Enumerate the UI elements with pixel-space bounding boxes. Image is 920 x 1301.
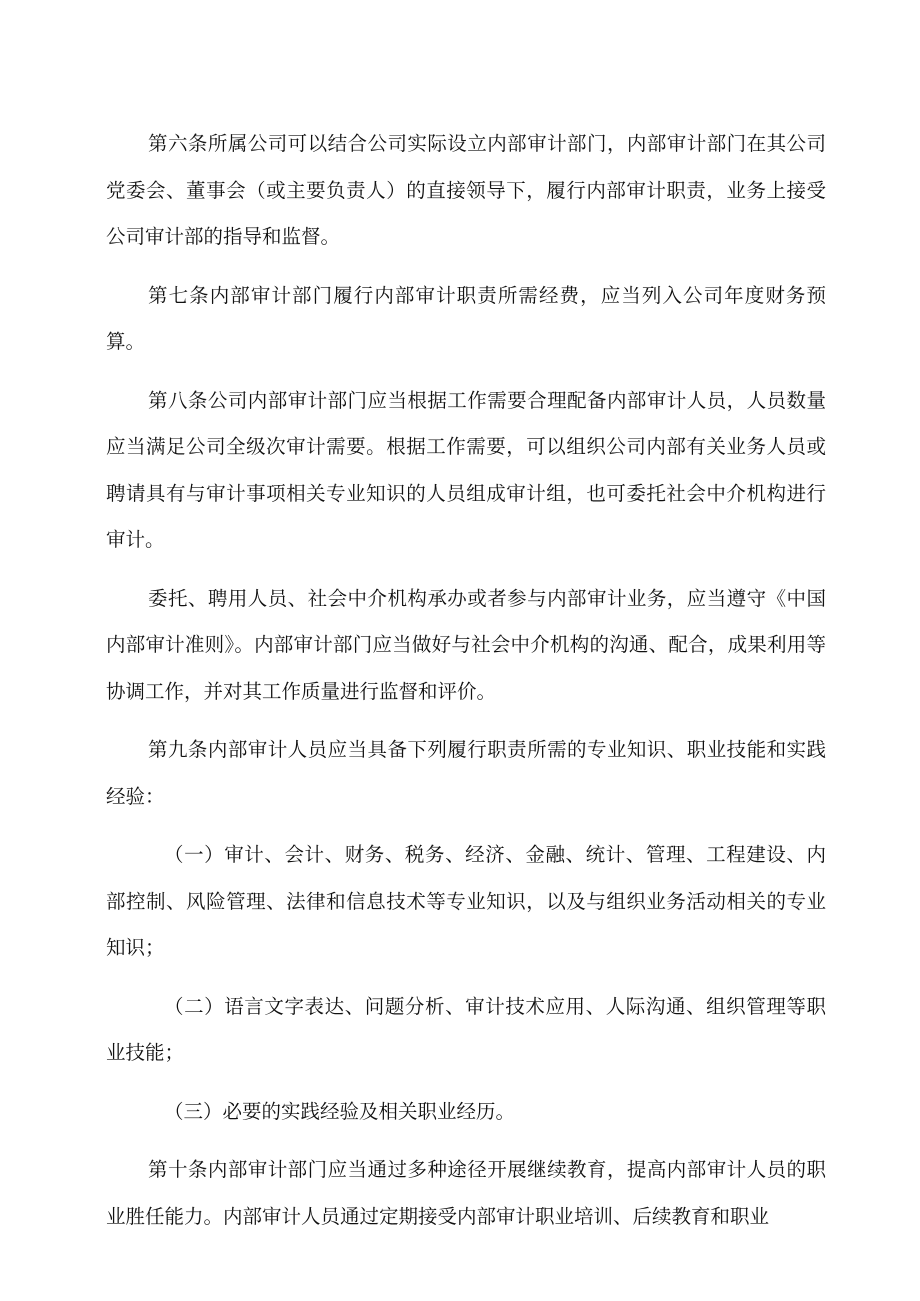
- paragraph-article-9: 第九条内部审计人员应当具备下列履行职责所需的专业知识、职业技能和实践经验：: [106, 738, 826, 808]
- document-body: [106, 121, 826, 1252]
- list-item-article-9-3: （三）必要的实践经验及相关职业经历。: [164, 1099, 516, 1123]
- paragraph-article-8: 第八条公司内部审计部门应当根据工作需要合理配备内部审计人员，人员数量应当满足公司全级次审计需要。根据工作需要，可以组织公司内部有关业务人员或聘请具有与审计事项相关专业知识的人员组成审计组，也可委托社会中介机构进行审计。: [106, 388, 826, 551]
- paragraph-article-6: 第六条所属公司可以结合公司实际设立内部审计部门，内部审计部门在其公司党委会、董事会（或主要负责人）的直接领导下，履行内部审计职责，业务上接受公司审计部的指导和监督。: [106, 132, 826, 248]
- paragraph-article-7: 第七条内部审计部门履行内部审计职责所需经费，应当列入公司年度财务预算。: [106, 283, 826, 353]
- paragraph-article-8-supplement: 委托、聘用人员、社会中介机构承办或者参与内部审计业务，应当遵守《中国内部审计准则》。内部审计部门应当做好与社会中介机构的沟通、配合，成果利用等协调工作，并对其工作质量进行监督和评价。: [106, 586, 826, 703]
- list-item-article-9-1: （一）审计、会计、财务、税务、经济、金融、统计、管理、工程建设、内部控制、风险管理、法律和信息技术等专业知识，以及与组织业务活动相关的专业知识；: [106, 843, 826, 959]
- paragraph-article-10: 第十条内部审计部门应当通过多种途径开展继续教育，提高内部审计人员的职业胜任能力。内部审计人员通过定期接受内部审计职业培训、后续教育和职业: [106, 1158, 826, 1228]
- list-item-article-9-2: （二）语言文字表达、问题分析、审计技术应用、人际沟通、组织管理等职业技能；: [106, 994, 826, 1064]
